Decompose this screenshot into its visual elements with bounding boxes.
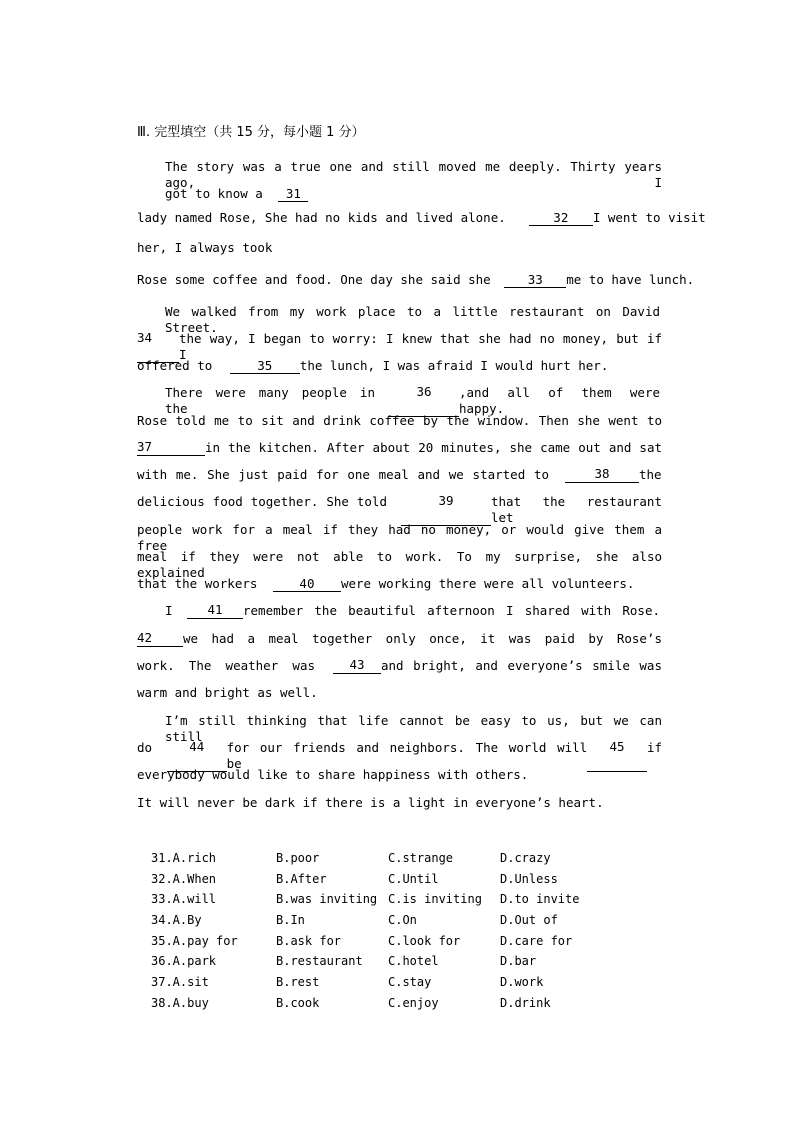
option-d: D.Out of: [500, 913, 558, 928]
option-d: D.Unless: [500, 871, 558, 886]
blank-45: 45: [587, 740, 647, 772]
passage-line: with me. She just paid for one meal and we started to 38 the: [137, 466, 662, 482]
option-c: C.stay: [388, 975, 432, 990]
passage-line: 42 we had a meal together only once, it was paid by Rose’s: [137, 630, 662, 646]
option-b: B.rest: [276, 975, 320, 990]
passage-line: The story was a true one and still moved me deeply. Thirty years ago, I: [165, 159, 662, 190]
option-a: 37.A.sit: [151, 975, 209, 990]
passage-line: It will never be dark if there is a light in everyone’s heart.: [137, 795, 604, 810]
passage-line: her, I always took: [137, 240, 273, 255]
passage-line: I’m still thinking that life cannot be easy to us, but we can still: [165, 713, 662, 744]
blank-39: 39: [401, 494, 491, 526]
blank-36: 36: [389, 385, 459, 417]
option-a: 38.A.buy: [151, 995, 209, 1010]
option-a: 36.A.park: [151, 954, 217, 969]
blank-33: 33: [504, 273, 566, 288]
blank-34: 34: [137, 331, 179, 363]
passage-line: everybody would like to share happiness with others.: [137, 767, 529, 782]
option-c: C.Until: [388, 871, 439, 886]
passage-line: warm and bright as well.: [137, 685, 318, 700]
option-a: 35.A.pay for: [151, 933, 238, 948]
blank-35: 35: [230, 359, 300, 374]
option-b: B.restaurant: [276, 954, 363, 969]
passage-line: offered to 35 the lunch, I was afraid I would hurt her.: [137, 358, 609, 373]
passage-line: We walked from my work place to a little restaurant on David Street.: [165, 304, 660, 335]
blank-32: 32: [529, 211, 593, 226]
passage-line: that the workers 40 were working there were all volunteers.: [137, 576, 635, 591]
option-a: 32.A.When: [151, 871, 217, 886]
option-a: 34.A.By: [151, 913, 202, 928]
blank-37: 37: [137, 440, 205, 456]
option-d: D.care for: [500, 933, 573, 948]
blank-44: 44: [167, 740, 227, 772]
blank-38: 38: [565, 467, 639, 483]
option-b: B.After: [276, 871, 327, 886]
option-b: B.poor: [276, 851, 320, 865]
passage-line: delicious food together. She told 39 that the restaurant let: [137, 493, 662, 525]
blank-43: 43: [333, 658, 381, 674]
option-d: D.bar: [500, 954, 537, 969]
passage-line: 34 the way, I began to worry: I knew that she had no money, but if I: [137, 330, 662, 362]
option-c: C.hotel: [388, 954, 439, 969]
option-c: C.is inviting: [388, 892, 482, 907]
option-a: 33.A.will: [151, 892, 217, 907]
passage-line: I 41 remember the beautiful afternoon I shared with Rose.: [165, 602, 660, 618]
option-d: D.drink: [500, 995, 551, 1010]
option-c: C.strange: [388, 851, 454, 865]
passage-line: do 44 for our friends and neighbors. The world will be 45 if: [137, 739, 663, 771]
option-c: C.look for: [388, 933, 461, 948]
option-d: D.crazy: [500, 851, 551, 865]
passage-line: Rose told me to sit and drink coffee by the window. Then she went to: [137, 413, 662, 428]
passage-line: lady named Rose, She had no kids and lived alone. 32 I went to visit: [137, 210, 706, 225]
passage-line: Rose some coffee and food. One day she said she 33 me to have lunch.: [137, 272, 695, 287]
option-d: D.work: [500, 975, 544, 990]
passage-line: work. The weather was 43 and bright, and everyone’s smile was: [137, 657, 662, 673]
passage-line: people work for a meal if they had no money, or would give them a free: [137, 522, 662, 553]
option-c: C.On: [388, 913, 417, 928]
option-d: D.to invite: [500, 892, 580, 907]
blank-40: 40: [273, 577, 341, 592]
option-b: B.In: [276, 913, 305, 928]
blank-31: 31: [278, 187, 308, 202]
option-b: B.cook: [276, 995, 320, 1010]
section-heading: Ⅲ. 完型填空（共 15 分，每小题 1 分）: [137, 125, 365, 140]
option-b: B.ask for: [276, 933, 342, 948]
option-c: C.enjoy: [388, 995, 439, 1010]
passage-line: got to know a 31: [165, 186, 308, 202]
blank-42: 42: [137, 631, 183, 647]
blank-41: 41: [187, 603, 243, 619]
passage-line: There were many people in the 36 ,and all of them were happy.: [165, 384, 660, 416]
passage-line: 37 in the kitchen. After about 20 minutes, she came out and sat: [137, 439, 662, 455]
option-b: B.was inviting: [276, 892, 378, 907]
option-a: 31.A.rich: [151, 851, 217, 865]
passage-line: meal if they were not able to work. To my surprise, she also explained: [137, 549, 662, 580]
